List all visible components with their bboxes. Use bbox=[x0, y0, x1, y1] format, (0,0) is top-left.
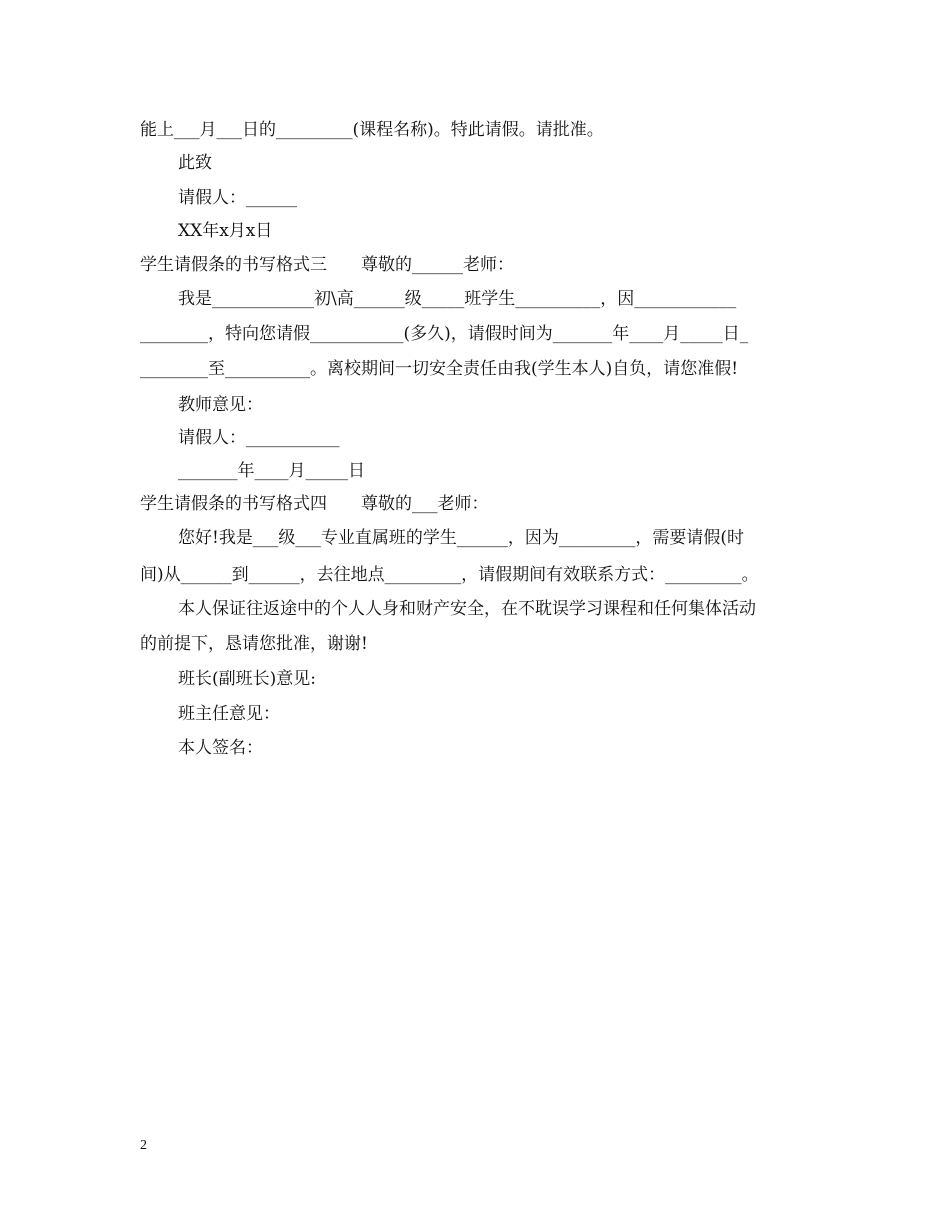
text-line-date-blank: _______年____月_____日 bbox=[178, 461, 365, 481]
section-heading-format-four: 学生请假条的书写格式四 尊敬的___老师： bbox=[140, 494, 489, 514]
text-line-applicant: 请假人：______ bbox=[178, 188, 297, 208]
text-line-applicant-two: 请假人：___________ bbox=[178, 428, 340, 448]
section-heading-format-three: 学生请假条的书写格式三 尊敬的______老师： bbox=[140, 255, 514, 275]
text-line-teacher-opinion: 教师意见： bbox=[178, 395, 263, 415]
text-line-greeting-reason: 您好!我是___级___专业直属班的学生______，因为_________，需要请假(时 bbox=[178, 528, 744, 548]
text-line-safety-guarantee: 本人保证往返途中的个人人身和财产安全，在不耽误学习课程和任何集体活动 bbox=[178, 599, 756, 619]
text-line-salutation-close: 此致 bbox=[178, 153, 212, 173]
text-line-safety-responsibility: ________至__________。离校期间一切安全责任由我(学生本人)自负，请您准假! bbox=[140, 359, 739, 379]
text-line-approval-request: 的前提下，恳请您批准，谢谢! bbox=[140, 634, 368, 654]
page-number: 2 bbox=[140, 1138, 147, 1153]
text-line-destination-contact: 间)从______到______，去往地点_________，请假期间有效联系方式：_________。 bbox=[140, 565, 759, 585]
text-line-student-info: 我是____________初\高______级_____班学生__________，因____________ bbox=[178, 289, 737, 309]
text-line-date: XX年x月x日 bbox=[178, 221, 273, 241]
text-line-course-leave: 能上___月___日的_________(课程名称)。特此请假。请批准。 bbox=[140, 120, 604, 140]
text-line-leave-duration: ________，特向您请假___________(多久)，请假时间为_______年____月_____日_ bbox=[140, 324, 749, 344]
text-line-signature: 本人签名： bbox=[178, 738, 263, 758]
text-line-monitor-opinion: 班长(副班长)意见: bbox=[178, 669, 316, 689]
text-line-headteacher-opinion: 班主任意见： bbox=[178, 704, 280, 724]
